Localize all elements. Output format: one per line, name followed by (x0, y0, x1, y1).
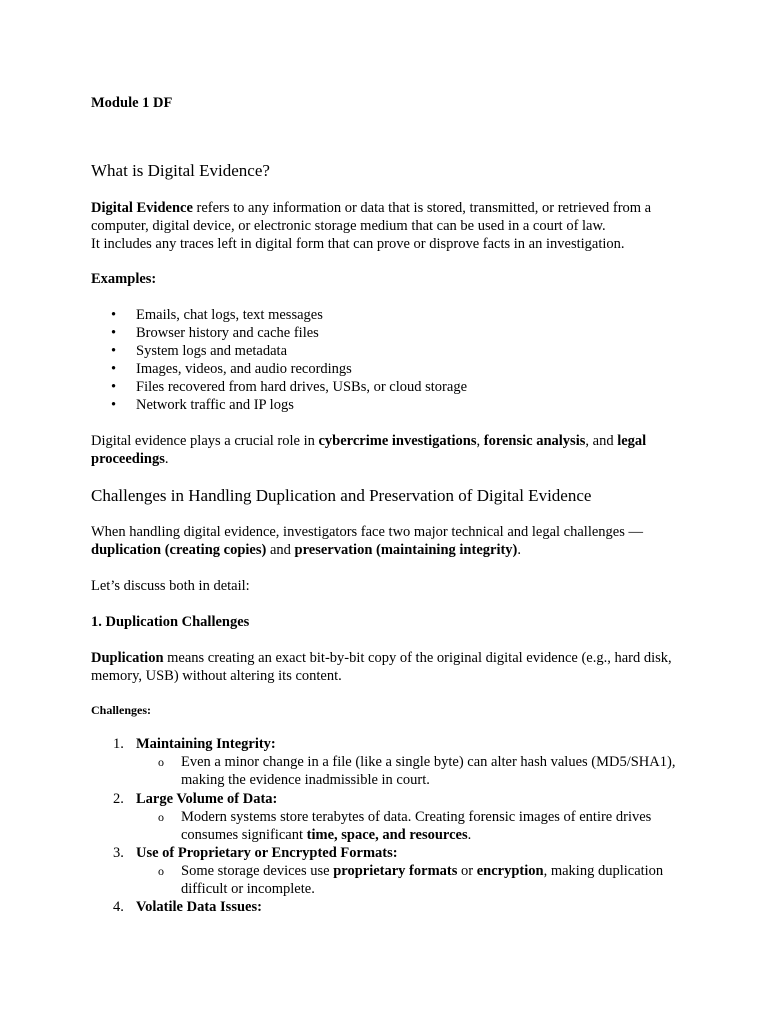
examples-list (91, 306, 691, 414)
list-item: • Images, videos, and audio recordings (111, 361, 352, 377)
challenges-intro: When handling digital evidence, investigators face two major technical and legal challenges — duplication (creating copies) and preservation (maintaining integrity). (91, 524, 644, 558)
section-heading-challenges: Challenges in Handling Duplication and Preservation of Digital Evidence (91, 486, 592, 505)
bullet-icon: • (111, 343, 117, 359)
list-item: • Browser history and cache files (111, 325, 319, 341)
bullet-icon: • (111, 397, 117, 413)
term-digital-evidence: Digital Evidence (91, 200, 193, 216)
list-item: • Network traffic and IP logs (111, 397, 294, 413)
sub-bullet-icon: o (158, 864, 164, 878)
sub-bullet-icon: o (158, 755, 164, 769)
bullet-icon: • (111, 379, 117, 395)
examples-label: Examples: (91, 271, 157, 287)
list-item: • Files recovered from hard drives, USBs, or cloud storage (111, 379, 468, 395)
challenges-label: Challenges: (91, 703, 151, 717)
bullet-icon: • (111, 325, 117, 341)
sub-bullet-icon: o (158, 810, 164, 824)
role-paragraph: Digital evidence plays a crucial role in cybercrime investigations, forensic analysis, and legal proceedings. (91, 433, 647, 467)
discuss-line: Let’s discuss both in detail: (91, 578, 250, 594)
bullet-icon: • (111, 307, 117, 323)
digital-evidence-definition (91, 199, 691, 253)
duplication-heading: 1. Duplication Challenges (91, 614, 250, 630)
list-item: • System logs and metadata (111, 343, 288, 359)
bullet-icon: • (111, 361, 117, 377)
definition-text-2: It includes any traces left in digital form that can prove or disprove facts in an investigation. (91, 236, 625, 252)
module-title: Module 1 DF (91, 95, 173, 111)
duplication-definition: Duplication means creating an exact bit-by-bit copy of the original digital evidence (e.g., hard disk, memory, USB) without altering its content. (91, 650, 672, 684)
section-heading-digital-evidence: What is Digital Evidence? (91, 161, 270, 180)
definition-text: refers to any information or data that is stored, transmitted, or retrieved from a computer, digital device, or electronic storage medium that can be used in a court of law. (91, 200, 652, 234)
list-item: • Emails, chat logs, text messages (111, 307, 323, 323)
document-page: Module 1 DF What is Digital Evidence? Digital Evidence refers to any information or data that is stored, transmitted, or retrieved from a computer, digital device, or electronic storage medium that can be used in a court of law. It includes any traces left in digital form that can prove or disprove facts in an investigation. Examples: • Emails, chat logs, text messages • Browser history and cache files • System logs and metadata • Images, videos, and audio recordings • Files recovered from hard drives, USBs, or cloud storage • Network traffic and IP logs Digital evidence plays a crucial role in cybercrime investigations, forensic analysis, and legal proceedings. Challenges in Handling Duplication and Preservation of Digital Evidence When handling digital evidence, investigators face two major technical and legal challenges — duplication (creating copies) and preservation (maintaining integrity). Let’s discuss both in detail: 1. Duplication Challenges Duplication means creating an exact bit-by-bit copy of the original digital evidence (e.g., hard disk, memory, USB) without altering its content. Challenges: 1. Maintaining Integrity: o Even a minor change in a file (like a single byte) can alter hash values (MD5/SHA1), making the evidence inadmissible in court. 2. Large Volume of Data: o Modern systems store terabytes of data. Creating forensic images of entire drives consumes significant time, space, and resources. 3. Use of Proprietary or Encrypted Formats: o Some storage devices use proprietary formats or encryption, making duplication difficult or incomplete. 4. Volatile Data Issues: (0, 0, 768, 1024)
